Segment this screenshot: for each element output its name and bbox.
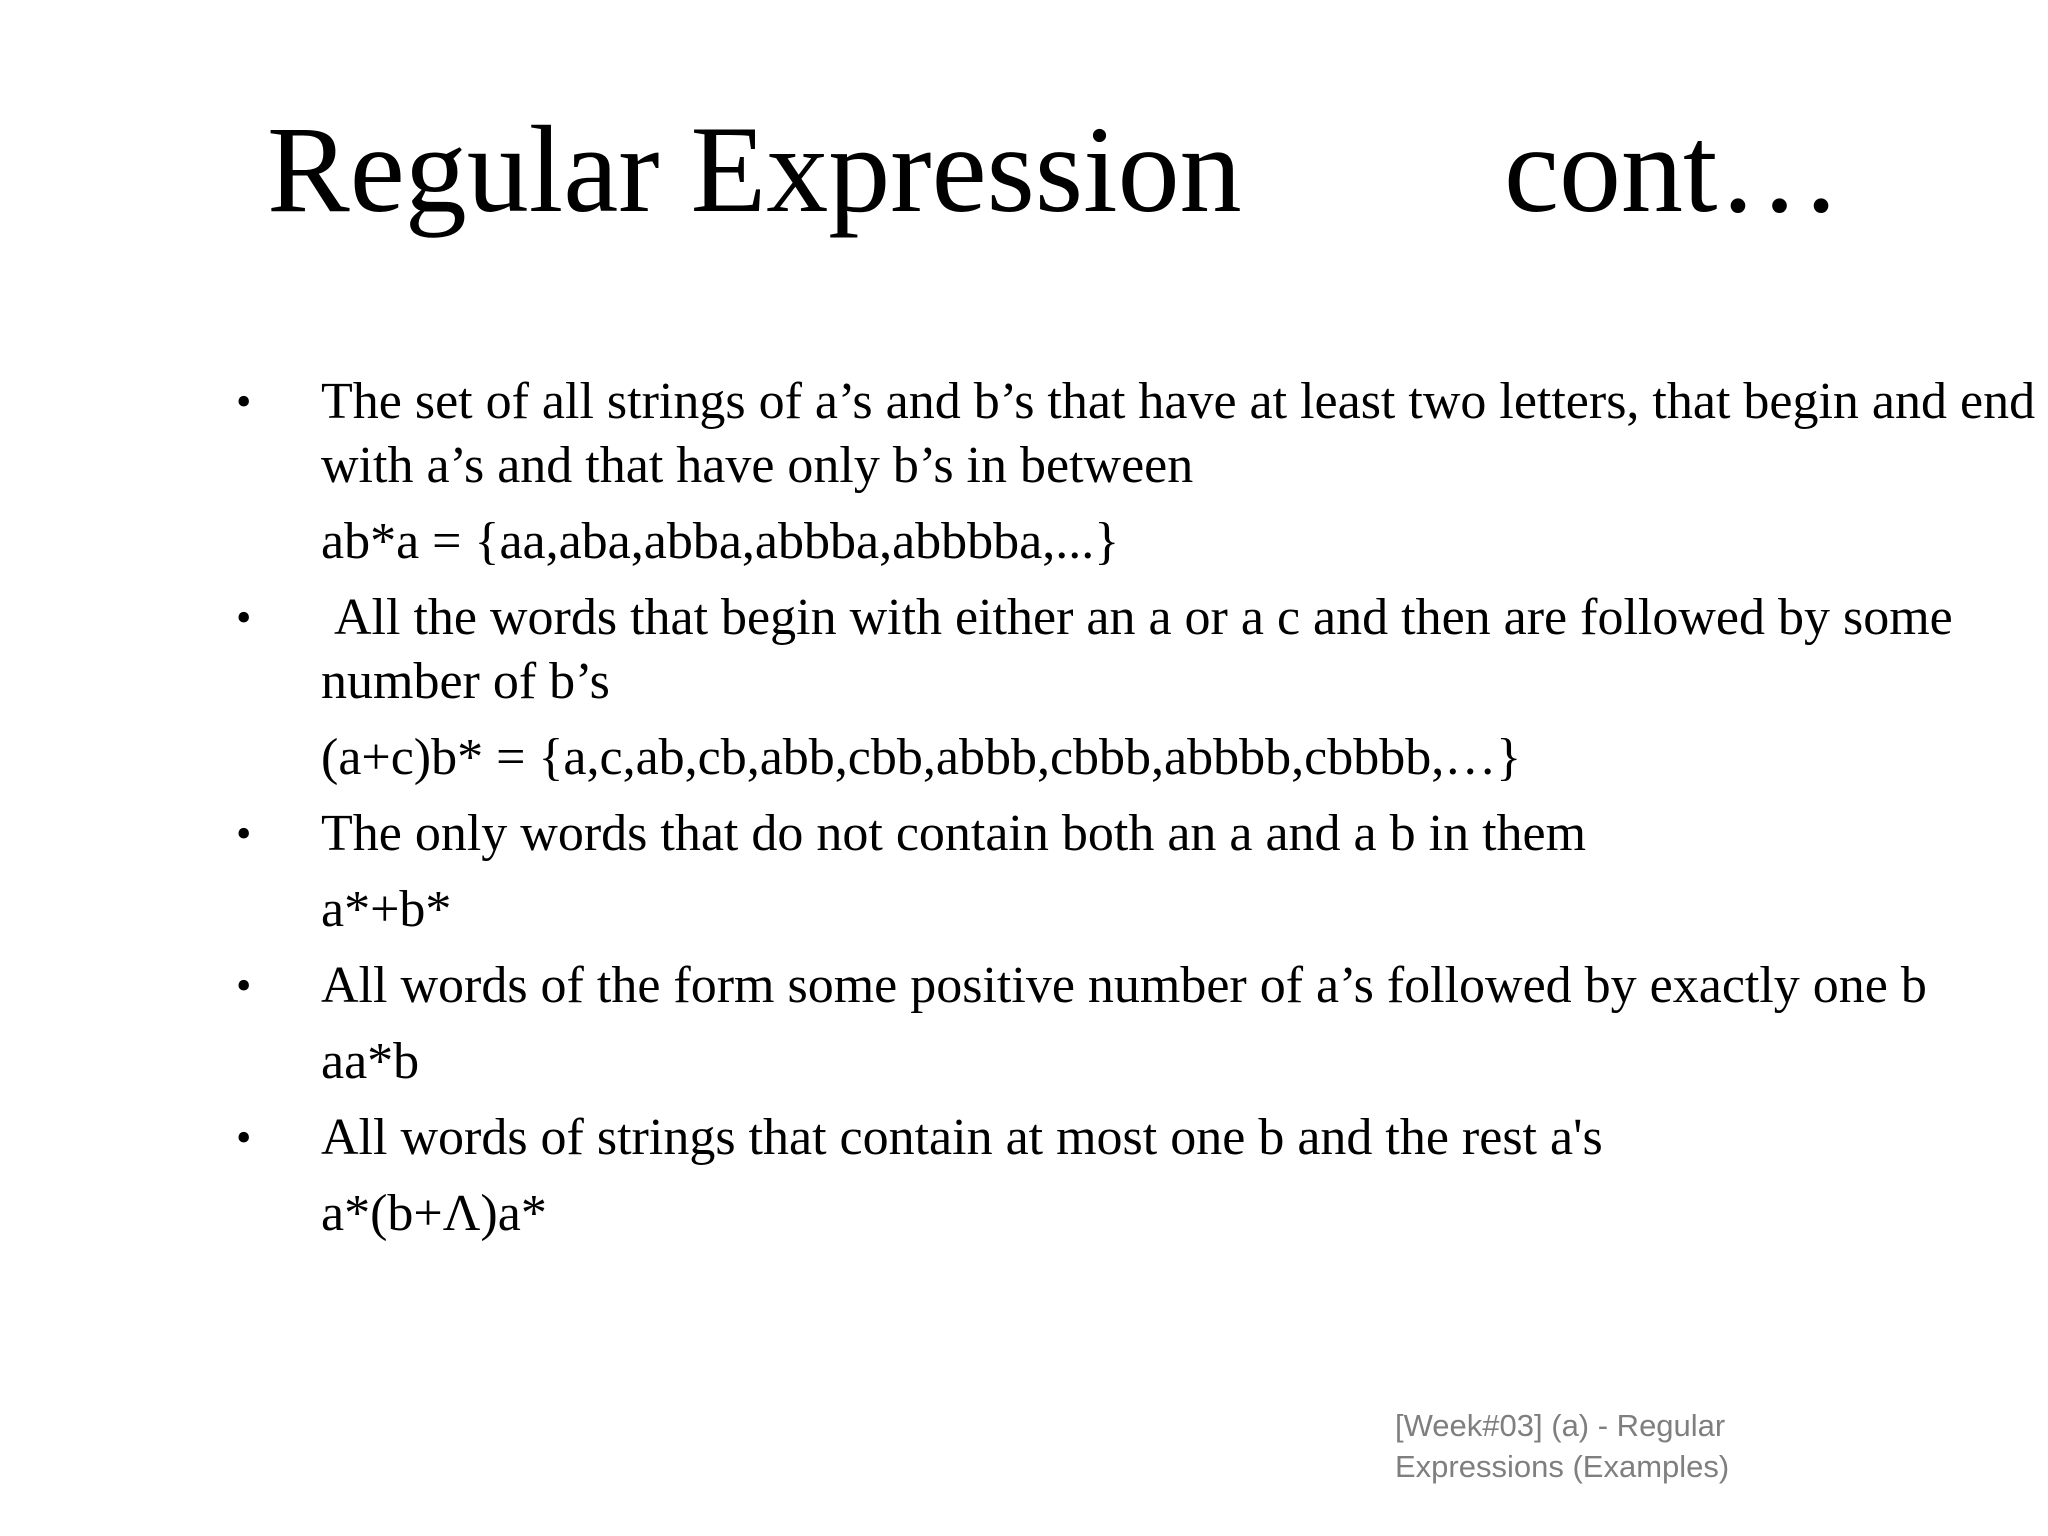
title-main: Regular Expression xyxy=(267,101,1242,238)
item-description: The only words that do not contain both an a and a b in them xyxy=(321,805,1587,862)
slide-title xyxy=(0,100,2048,240)
item-expression: a*+b* xyxy=(321,881,452,938)
list-item xyxy=(236,802,2036,942)
list-item xyxy=(236,1106,2036,1246)
bullet-icon: • xyxy=(236,961,252,1010)
title-continuation: cont… xyxy=(1504,101,1842,238)
bullet-icon: • xyxy=(236,809,252,858)
item-expression: aa*b xyxy=(321,1033,420,1090)
item-expression: a*(b+Λ)a* xyxy=(321,1185,547,1242)
item-description: The set of all strings of a’s and b’s that have at least two letters, that begin and end with a’s and that have only b’s in between xyxy=(321,373,2036,494)
list-item xyxy=(236,586,2036,790)
item-expression: ab*a = {aa,aba,abba,abbba,abbbba,...} xyxy=(321,513,1120,570)
list-item xyxy=(236,954,2036,1094)
slide-footer: [Week#03] (a) - Regular Expressions (Examples) xyxy=(1395,1408,1730,1484)
list-item xyxy=(236,370,2036,574)
item-expression: (a+c)b* = {a,c,ab,cb,abb,cbb,abbb,cbbb,abbbb,cbbbb,…} xyxy=(321,729,1522,786)
bullet-icon: • xyxy=(236,593,252,642)
item-description: All words of strings that contain at most one b and the rest a's xyxy=(321,1109,1603,1166)
item-description: All words of the form some positive number of a’s followed by exactly one b xyxy=(321,957,1927,1014)
bullet-list xyxy=(236,370,2036,1258)
item-description: All the words that begin with either an a or a c and then are followed by some number of b’s xyxy=(321,589,1966,710)
bullet-icon: • xyxy=(236,377,252,426)
bullet-icon: • xyxy=(236,1113,252,1162)
